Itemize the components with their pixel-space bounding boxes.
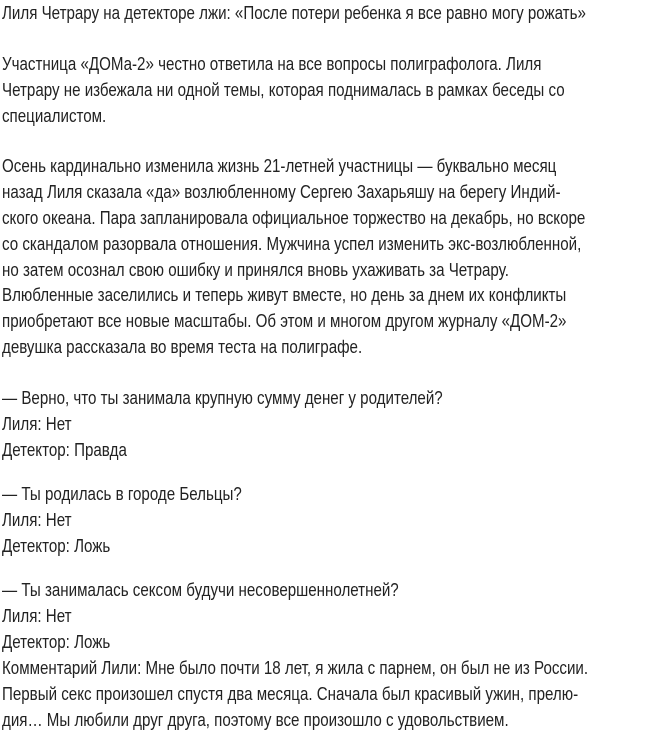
qa-question: — Верно, что ты занимала крупную сумму денег у родителей? xyxy=(2,388,443,408)
paragraph-line: Участница «ДОМа-2» честно ответила на все вопросы полиграфолога. Лиля xyxy=(2,54,542,74)
qa-answer: Лиля: Нет xyxy=(2,606,72,626)
paragraph-line: специалистом. xyxy=(2,106,107,126)
qa-question: — Ты родилась в городе Бельцы? xyxy=(2,484,242,504)
qa-answer: Лиля: Нет xyxy=(2,414,72,434)
qa-comment-line: дия… Мы любили друг друга, поэтому все произошло с удовольствием. xyxy=(2,710,509,730)
qa-detector-result: Детектор: Ложь xyxy=(2,632,111,652)
paragraph-line: назад Лиля сказала «да» возлюбленному Сергею Захарьяшу на берегу Индий- xyxy=(2,182,561,202)
qa-comment-line: Первый секс произошел спустя два месяца. Сначала был красивый ужин, прелю- xyxy=(2,684,579,704)
paragraph-line: девушка рассказала во время теста на полиграфе. xyxy=(2,337,363,357)
paragraph-line: но затем осознал свою ошибку и принялся вновь ухаживать за Четрару. xyxy=(2,260,509,280)
paragraph-line: Осень кардинально изменила жизнь 21-летней участницы — буквально месяц xyxy=(2,156,557,176)
paragraph-line: со скандалом разорвала отношения. Мужчина успел изменить экс-возлюбленной, xyxy=(2,234,582,254)
paragraph-line: приобретают все новые масштабы. Об этом и многом другом журналу «ДОМ-2» xyxy=(2,311,567,331)
qa-question: — Ты занималась сексом будучи несовершеннолетней? xyxy=(2,580,399,600)
paragraph-line: Четрару не избежала ни одной темы, которая поднималась в рамках беседы со xyxy=(2,80,565,100)
qa-answer: Лиля: Нет xyxy=(2,510,72,530)
qa-comment-line: Комментарий Лили: Мне было почти 18 лет, я жила с парнем, он был не из России. xyxy=(2,658,589,678)
qa-detector-result: Детектор: Правда xyxy=(2,440,127,460)
article-title: Лиля Четрару на детекторе лжи: «После потери ребенка я все равно могу рожать» xyxy=(2,3,586,23)
paragraph-line: Влюбленные заселились и теперь живут вместе, но день за днем их конфликты xyxy=(2,285,567,305)
paragraph-line: ского океана. Пара запланировала официальное торжество на декабрь, но вскоре xyxy=(2,208,586,228)
qa-detector-result: Детектор: Ложь xyxy=(2,536,111,556)
